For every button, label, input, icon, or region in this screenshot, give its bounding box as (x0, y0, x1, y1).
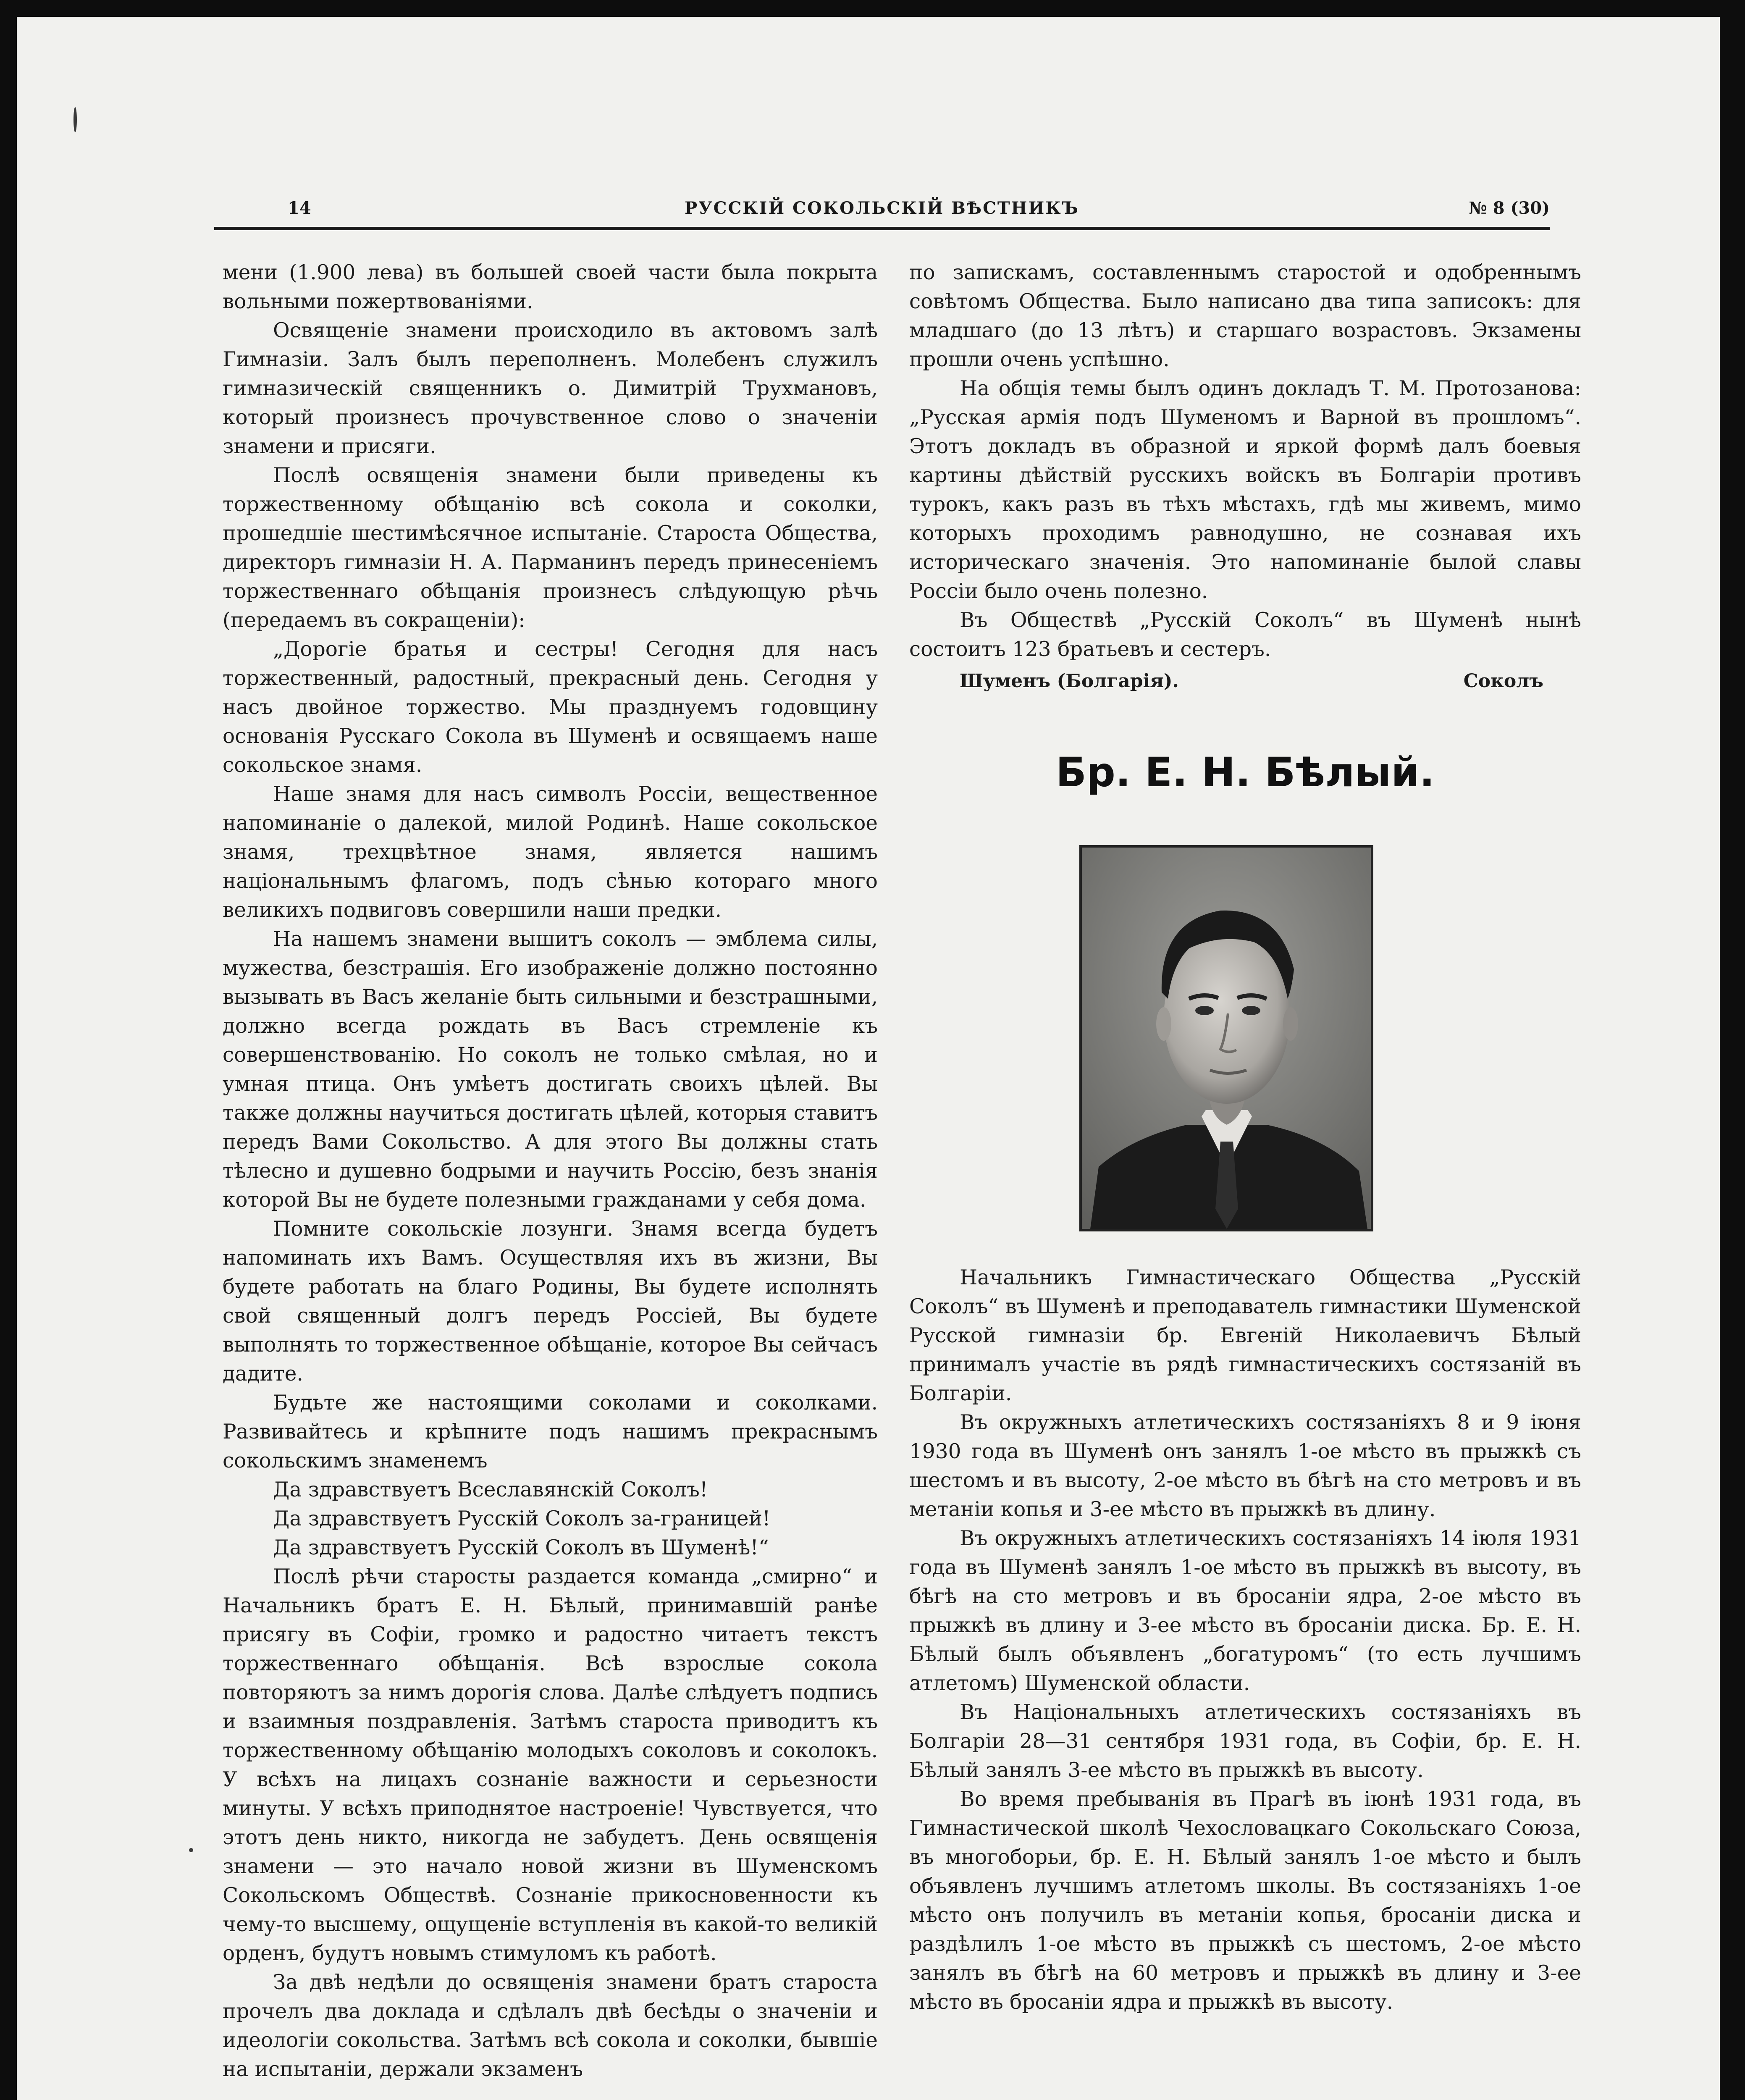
header-rule (214, 227, 1550, 230)
paragraph: На общія темы былъ одинъ докладъ Т. М. Протозанова: „Русская армія подъ Шуменомъ и Варной въ прошломъ“. Этотъ докладъ въ образной и яркой формѣ далъ боевыя картины дѣйствій русскихъ войскъ въ Болгаріи противъ турокъ, какъ разъ въ тѣхъ мѣстахъ, гдѣ мы живемъ, мимо которыхъ проходимъ равнодушно, не сознавая ихъ историческаго значенія. Это напоминаніе былой славы Россіи было очень полезно. (909, 377, 1581, 603)
portrait-image (1079, 845, 1373, 1231)
paragraph: „Дорогіе братья и сестры! Сегодня для насъ торжественный, радостный, прекрасный день. Сегодня у насъ двойное торжество. Мы празднуемъ годовщину основанія Русскаго Сокола въ Шуменѣ и освящаемъ наше сокольское знамя. (223, 638, 878, 777)
portrait-photo (1079, 845, 1373, 1231)
paragraph: мени (1.900 лева) въ большей своей части была покрыта вольными пожертвованіями. (223, 261, 878, 313)
right-column (909, 258, 1581, 2017)
paragraph: Въ Національныхъ атлетическихъ состязаніяхъ въ Болгаріи 28—31 сентября 1931 года, въ Софіи, бр. Е. Н. Бѣлый занялъ 3-ее мѣсто въ прыжкѣ въ высоту. (909, 1701, 1581, 1782)
paragraph: Да здравствуетъ Русскій Соколъ за-границей! (273, 1507, 771, 1530)
paragraph: Да здравствуетъ Всеславянскій Соколъ! (273, 1478, 708, 1502)
signature-place: Шуменъ (Болгарія). (960, 670, 1179, 692)
paragraph: Въ Обществѣ „Русскій Соколъ“ въ Шуменѣ нынѣ состоитъ 123 братьевъ и сестеръ. (909, 609, 1581, 661)
article-heading: Бр. Е. Н. Бѣлый. (1055, 749, 1435, 796)
paragraph: Во время пребыванія въ Прагѣ въ іюнѣ 1931 года, въ Гимнастической школѣ Чехословацкаго Сокольскаго Союза, въ многоборьи, бр. Е. Н. Бѣлый занялъ 1-ое мѣсто и былъ объявленъ лучшимъ атлетомъ школы. Въ состязаніяхъ 1-ое мѣсто онъ получилъ въ метаніи копья, бросаніи диска и раздѣлилъ 1-ое мѣсто въ прыжкѣ съ шестомъ, 2-ое мѣсто занялъ въ бѣгѣ на 60 метровъ и прыжкѣ въ длину и 3-ее мѣсто въ бросаніи ядра и прыжкѣ въ высоту. (909, 1788, 1581, 2014)
paragraph: по запискамъ, составленнымъ старостой и одобреннымъ совѣтомъ Общества. Было написано два типа записокъ: для младшаго (до 13 лѣтъ) и старшаго возрастовъ. Экзамены прошли очень успѣшно. (909, 261, 1581, 371)
scan-speck (73, 107, 77, 132)
newspaper-page (17, 17, 1720, 2100)
paragraph: За двѣ недѣли до освященія знамени братъ староста прочелъ два доклада и сдѣлалъ двѣ бесѣды о значеніи и идеологіи сокольства. Затѣмъ всѣ сокола и соколки, бывшіе на испытаніи, держали экзаменъ (223, 1971, 878, 2081)
paragraph: На нашемъ знамени вышитъ соколъ — эмблема силы, мужества, безстрашія. Его изображеніе должно постоянно вызывать въ Васъ желаніе быть сильными и безстрашными, должно всегда рождать въ Васъ стремленіе къ совершенствованію. Но соколъ не только смѣлая, но и умная птица. Онъ умѣетъ достигать своихъ цѣлей. Вы также должны научиться достигать цѣлей, которыя ставитъ передъ Вами Сокольство. А для этого Вы должны стать тѣлесно и душевно бодрыми и научить Россію, безъ знанія которой Вы не будете полезными гражданами у себя дома. (223, 927, 878, 1212)
page-number: 14 (288, 198, 311, 218)
paragraph: Освященіе знамени происходило въ актовомъ залѣ Гимназіи. Залъ былъ переполненъ. Молебенъ служилъ гимназическій священникъ о. Димитрій Трухмановъ, который произнесъ прочувственное слово о значеніи знамени и присяги. (223, 319, 878, 458)
paragraph: Помните сокольскіе лозунги. Знамя всегда будетъ напоминать ихъ Вамъ. Осуществляя ихъ въ жизни, Вы будете работать на благо Родины, Вы будете исполнять свой священный долгъ передъ Россіей, Вы будете выполнять то торжественное обѣщаніе, которое Вы сейчасъ дадите. (223, 1217, 878, 1386)
article-signature (909, 667, 1581, 696)
paragraph: Наше знамя для насъ символъ Россіи, вещественное напоминаніе о далекой, милой Родинѣ. Наше сокольское знамя, трехцвѣтное знамя, является нашимъ національнымъ флагомъ, подъ сѣнью котораго много великихъ подвиговъ совершили наши предки. (223, 782, 878, 922)
journal-title: РУССКІЙ СОКОЛЬСКІЙ ВѢСТНИКЪ (685, 198, 1079, 218)
paragraph: Будьте же настоящими соколами и соколками. Развивайтесь и крѣпните подъ нашимъ прекраснымъ сокольскимъ знаменемъ (223, 1391, 878, 1473)
paragraph: Начальникъ Гимнастическаго Общества „Русскій Соколъ“ въ Шуменѣ и преподаватель гимнастики Шуменской Русской гимназіи бр. Евгеній Николаевичъ Бѣлый принималъ участіе въ рядѣ гимнастическихъ состязаній въ Болгаріи. (909, 1266, 1581, 1405)
paragraph: Въ окружныхъ атлетическихъ состязаніяхъ 8 и 9 іюня 1930 года въ Шуменѣ онъ занялъ 1-ое мѣсто въ прыжкѣ съ шестомъ и въ высоту, 2-ое мѣсто въ бѣгѣ на сто метровъ и въ метаніи копья и 3-ее мѣсто въ прыжкѣ въ длину. (909, 1411, 1581, 1521)
signature-author: Соколъ (1463, 670, 1543, 692)
scan-speck (189, 1848, 193, 1852)
paragraph: Послѣ рѣчи старосты раздается команда „смирно“ и Начальникъ братъ Е. Н. Бѣлый, принимавшій ранѣе присягу въ Софіи, громко и радостно читаетъ текстъ торжественнаго обѣщанія. Всѣ взрослые сокола повторяютъ за нимъ дорогія слова. Далѣе слѣдуетъ подпись и взаимныя поздравленія. Затѣмъ староста приводитъ къ торжественному обѣщанію молодыхъ соколовъ и соколокъ. У всѣхъ на лицахъ сознаніе важности и серьезности минуты. У всѣхъ приподнятое настроеніе! Чувствуется, что этотъ день никто, никогда не забудетъ. День освященія знамени — это начало новой жизни въ Шуменскомъ Сокольскомъ Обществѣ. Сознаніе прикосновенности къ чему-то высшему, ощущеніе вступленія въ какой-то великій орденъ, будутъ новымъ стимуломъ къ работѣ. (223, 1565, 878, 1965)
portrait-illustration (1082, 848, 1371, 1229)
paragraph: Послѣ освященія знамени были приведены къ торжественному обѣщанію всѣ сокола и соколки, прошедшіе шестимѣсячное испытаніе. Староста Общества, директоръ гимназіи Н. А. Парманинъ передъ принесеніемъ торжественнаго обѣщанія произнесъ слѣдующую рѣчь (передаемъ въ сокращеніи): (223, 464, 878, 632)
paragraph: Въ окружныхъ атлетическихъ состязаніяхъ 14 іюля 1931 года въ Шуменѣ занялъ 1-ое мѣсто въ прыжкѣ въ высоту, въ бѣгѣ на сто метровъ и въ бросаніи ядра, 2-ое мѣсто въ прыжкѣ въ длину и 3-ее мѣсто въ бросаніи диска. Бр. Е. Н. Бѣлый былъ объявленъ „богатуромъ“ (то есть лучшимъ атлетомъ) Шуменской области. (909, 1527, 1581, 1695)
page-header (214, 198, 1550, 228)
left-column (223, 258, 878, 2084)
issue-number: № 8 (30) (1469, 198, 1550, 218)
paragraph: Да здравствуетъ Русскій Соколъ въ Шуменѣ!“ (273, 1536, 769, 1559)
